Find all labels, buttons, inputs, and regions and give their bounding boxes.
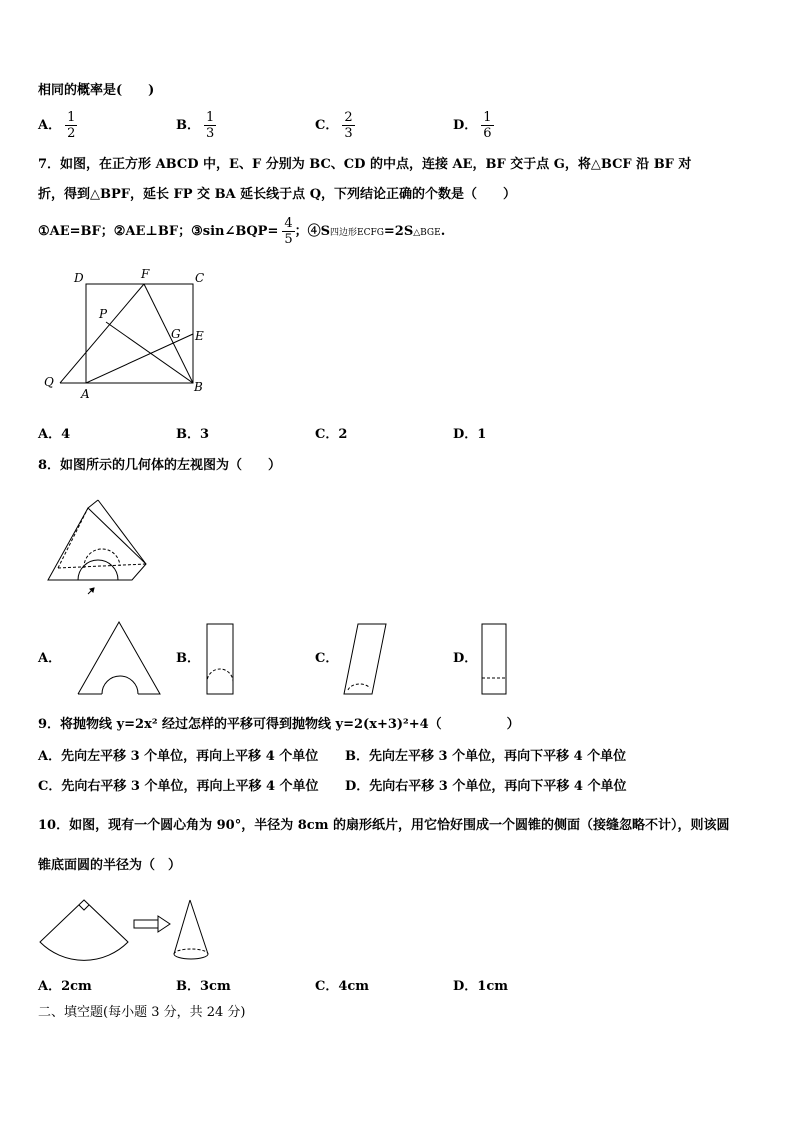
label-b: B bbox=[194, 380, 203, 394]
label-q: Q bbox=[44, 375, 54, 389]
label-d: D bbox=[74, 271, 84, 285]
q8-solid-figure bbox=[40, 492, 160, 602]
q6-option-a: A． $\frac{1}{2}$ bbox=[38, 110, 76, 141]
q8-option-b-figure bbox=[204, 622, 236, 696]
section-2-title: 二、填空题(每小题 3 分，共 24 分) bbox=[38, 1005, 246, 1020]
q10-option-a: A．2cm bbox=[38, 979, 92, 994]
q7-conclusions: ①AE=BF；②AE⊥BF；③sin∠BQP= $\frac{4}{5}$ ；④S四边形ECFG=2S△BGE. bbox=[38, 216, 446, 247]
q7-stem-line1: 7．如图，在正方形 ABCD 中，E、F 分别为 BC、CD 的中点，连接 AE，BF 交于点 G，将△BCF 沿 BF 对 bbox=[38, 157, 692, 172]
q6-option-c: C． $\frac{2}{3}$ bbox=[315, 110, 353, 141]
q7-option-b: B．3 bbox=[176, 427, 210, 442]
q9-option-a: A．先向左平移 3 个单位，再向上平移 4 个单位 bbox=[38, 749, 319, 764]
label-f: F bbox=[141, 267, 150, 281]
q8-option-a-label: A． bbox=[38, 651, 62, 666]
q10-stem-line2: 锥底面圆的半径为（ ） bbox=[38, 858, 182, 873]
q6-option-b: B． $\frac{1}{3}$ bbox=[176, 110, 215, 141]
q8-option-d-figure bbox=[480, 622, 508, 696]
q7-figure-square bbox=[38, 262, 218, 402]
q10-option-c: C．4cm bbox=[315, 979, 370, 994]
q10-sector-cone-figure bbox=[38, 896, 228, 976]
q10-stem-line1: 10．如图，现有一个圆心角为 90°，半径为 8cm 的扇形纸片，用它恰好围成一个圆锥的侧面（接缝忽略不计），则该圆 bbox=[38, 818, 730, 833]
q7-option-d: D．1 bbox=[453, 427, 487, 442]
q9-option-b: B．先向左平移 3 个单位，再向下平移 4 个单位 bbox=[345, 749, 627, 764]
q8-option-d-label: D． bbox=[453, 651, 478, 666]
label-c: C bbox=[195, 271, 205, 285]
q8-option-b-label: B． bbox=[176, 651, 200, 666]
q9-option-c: C．先向右平移 3 个单位，再向上平移 4 个单位 bbox=[38, 779, 319, 794]
q7-option-a: A．4 bbox=[38, 427, 71, 442]
q8-option-c-figure bbox=[342, 622, 390, 696]
q8-option-c-label: C． bbox=[315, 651, 339, 666]
q10-option-b: B．3cm bbox=[176, 979, 231, 994]
q6-option-d: D． $\frac{1}{6}$ bbox=[453, 110, 492, 141]
q8-stem: 8．如图所示的几何体的左视图为（ ） bbox=[38, 458, 282, 473]
q7-option-c: C．2 bbox=[315, 427, 348, 442]
label-g: G bbox=[171, 327, 181, 341]
q10-option-d: D．1cm bbox=[453, 979, 508, 994]
q6-stem-tail: 相同的概率是( ) bbox=[38, 83, 155, 98]
q9-option-d: D．先向右平移 3 个单位，再向下平移 4 个单位 bbox=[345, 779, 627, 794]
q8-option-a-figure bbox=[76, 620, 162, 696]
q7-stem-line2: 折，得到△BPF，延长 FP 交 BA 延长线于点 Q，下列结论正确的个数是（ ） bbox=[38, 187, 517, 202]
label-e: E bbox=[195, 329, 204, 343]
q9-stem: 9．将抛物线 y=2x² 经过怎样的平移可得到抛物线 y=2(x+3)²+4（ ） bbox=[38, 717, 520, 732]
label-a: A bbox=[81, 387, 90, 401]
label-p: P bbox=[99, 307, 108, 321]
